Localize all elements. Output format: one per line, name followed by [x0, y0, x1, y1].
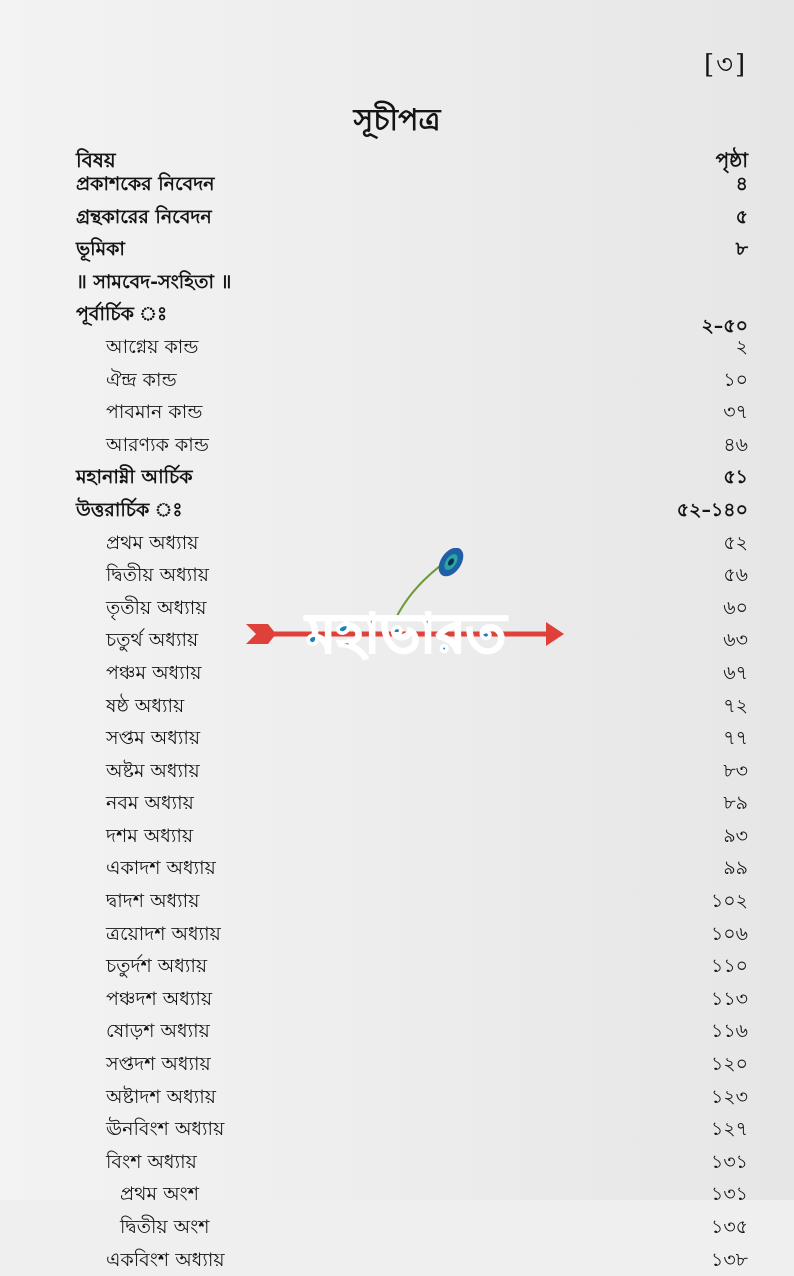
- toc-entry-page: ৬৩: [723, 629, 748, 652]
- toc-entry: [76, 396, 748, 429]
- toc-entry-title: ভূমিকা: [76, 238, 125, 261]
- toc-entry: [76, 1015, 748, 1048]
- toc-entry-page: ৭২: [723, 694, 748, 717]
- toc-header-page: পৃষ্ঠা: [715, 148, 748, 172]
- watermark-logo: [246, 548, 566, 708]
- toc-entry-title: ঊনবিংশ অধ্যায়: [106, 1118, 225, 1141]
- toc-entry-page: ৮৩: [723, 759, 748, 782]
- toc-entry-page: ১৩১: [710, 1150, 748, 1173]
- toc-entry: [76, 755, 748, 788]
- toc-entry: [76, 1211, 748, 1244]
- toc-entry-page: ৫২: [723, 531, 748, 554]
- page-number: [৩]: [704, 50, 748, 80]
- toc-entry-page: ১০৬: [710, 922, 748, 945]
- toc-entry-page: ১২৭: [710, 1118, 748, 1141]
- toc-entry: [76, 1081, 748, 1114]
- toc-entry: [76, 950, 748, 983]
- toc-entry-page: ১৩৫: [710, 1216, 748, 1238]
- toc-entry-page: ৯৩: [723, 824, 748, 847]
- toc-entry-title: আগ্নেয় কান্ড: [106, 335, 199, 358]
- toc-entry-title: ॥ সামবেদ-সংহিতা ॥: [76, 270, 232, 293]
- toc-entry-title: পাবমান কান্ড: [106, 401, 203, 424]
- toc-entry: [76, 852, 748, 885]
- toc-entry-title: উত্তরার্চিক ঃ: [76, 498, 183, 521]
- toc-entry: [76, 331, 748, 364]
- toc-entry-title: ষষ্ঠ অধ্যায়: [106, 694, 185, 717]
- toc-entry-page: ৪৬: [723, 433, 748, 456]
- toc-entry-page: ৭৭: [723, 727, 748, 750]
- toc-entry: [76, 885, 748, 918]
- toc-entry-title: দ্বিতীয় অধ্যায়: [106, 564, 209, 587]
- toc-entry: [76, 494, 748, 527]
- toc-entry-page: ১১৩: [710, 987, 748, 1010]
- toc-entry: [76, 918, 748, 951]
- toc-entry-page: ৩৭: [723, 401, 748, 424]
- toc-entry-page: ৬০: [723, 596, 748, 619]
- toc-entry-title: পঞ্চম অধ্যায়: [106, 661, 202, 684]
- toc-entry-title: প্রথম অধ্যায়: [106, 531, 199, 554]
- toc-entry-title: তৃতীয় অধ্যায়: [106, 596, 207, 619]
- toc-entry: [76, 461, 748, 494]
- toc-entry: [76, 429, 748, 462]
- toc-entry-title: আরণ্যক কান্ড: [106, 433, 209, 456]
- toc-entry-page: ১১০: [710, 955, 748, 978]
- toc-entry: [76, 983, 748, 1016]
- toc-entry-title: একাদশ অধ্যায়: [106, 857, 216, 880]
- toc-entry: [76, 233, 748, 266]
- toc-entry-title: সপ্তদশ অধ্যায়: [106, 1053, 211, 1076]
- toc-entry-title: নবম অধ্যায়: [106, 792, 194, 815]
- toc-entry-title: একবিংশ অধ্যায়: [106, 1248, 225, 1271]
- toc-entry: [76, 820, 748, 853]
- toc-entry-page: ১৩৮: [710, 1248, 748, 1271]
- toc-entry: [76, 1048, 748, 1081]
- toc-entry-page: ৫৬: [723, 564, 748, 587]
- toc-entry-title: প্রকাশকের নিবেদন: [76, 173, 215, 195]
- toc-entry-page: ৫১: [723, 466, 748, 489]
- toc-entry-page: ৮৯: [723, 792, 748, 815]
- toc-entry-title: বিংশ অধ্যায়: [106, 1150, 197, 1173]
- toc-entry-page: ৪: [735, 173, 748, 195]
- toc-entry-page: ৯৯: [723, 857, 748, 880]
- toc-entry: [76, 787, 748, 820]
- toc-entry: [76, 1178, 748, 1211]
- toc-entry-page: ৬৭: [723, 661, 748, 684]
- page-title: সূচীপত্র: [353, 103, 441, 138]
- toc-entry-title: দশম অধ্যায়: [106, 824, 194, 847]
- toc-entry-title: ত্রয়োদশ অধ্যায়: [106, 922, 221, 945]
- toc-entry-title: চতুর্থ অধ্যায়: [106, 629, 199, 652]
- toc-entry-page: ৫: [735, 205, 748, 228]
- toc-entry-page: ১০: [723, 368, 748, 391]
- toc-entry-page: ১৩১: [710, 1183, 748, 1206]
- toc-entry: [76, 722, 748, 755]
- toc-entry-page: ১২৩: [710, 1085, 748, 1108]
- toc-entry: [76, 364, 748, 397]
- toc-entry-title: ঐন্দ্র কান্ড: [106, 368, 177, 391]
- toc-header-subject: বিষয়: [76, 148, 116, 172]
- toc-entry-title: দ্বিতীয় অংশ: [120, 1216, 210, 1238]
- toc-entry: [76, 1113, 748, 1146]
- toc-entry: [76, 1244, 748, 1276]
- toc-entry-title: অষ্টম অধ্যায়: [106, 759, 200, 782]
- toc-entry-page: ২: [735, 335, 748, 358]
- toc-entry-page: ২–৫০: [701, 315, 748, 338]
- toc-entry-title: ষোড়শ অধ্যায়: [106, 1020, 210, 1043]
- toc-entry-title: পূর্বার্চিক ঃ: [76, 303, 168, 326]
- toc-entry-title: গ্রন্থকারের নিবেদন: [76, 205, 212, 228]
- toc-entry-page: ১১৬: [710, 1020, 748, 1043]
- toc-entry-title: অষ্টাদশ অধ্যায়: [106, 1085, 216, 1108]
- toc-entry: [76, 1146, 748, 1179]
- toc-entry-title: প্রথম অংশ: [120, 1183, 199, 1206]
- toc-entry: [76, 201, 748, 234]
- toc-entry: [76, 298, 748, 338]
- toc-entry-page: ১০২: [710, 890, 748, 913]
- toc-entry-page: ১২০: [710, 1053, 748, 1076]
- toc-entry-title: সপ্তম অধ্যায়: [106, 727, 201, 750]
- toc-entry-title: মহানাম্নী আর্চিক: [76, 466, 193, 489]
- toc-entry: [76, 168, 748, 201]
- toc-entry-title: চতুর্দশ অধ্যায়: [106, 955, 208, 978]
- toc-entry: [76, 266, 748, 299]
- toc-entry-title: পঞ্চদশ অধ্যায়: [106, 987, 213, 1010]
- table-of-contents: [76, 168, 748, 1276]
- watermark-text: মহাভারত: [305, 602, 507, 665]
- toc-entry-page: ৮: [735, 238, 748, 261]
- toc-entry-page: ৫২–১৪০: [676, 498, 748, 521]
- toc-entry-title: দ্বাদশ অধ্যায়: [106, 890, 200, 913]
